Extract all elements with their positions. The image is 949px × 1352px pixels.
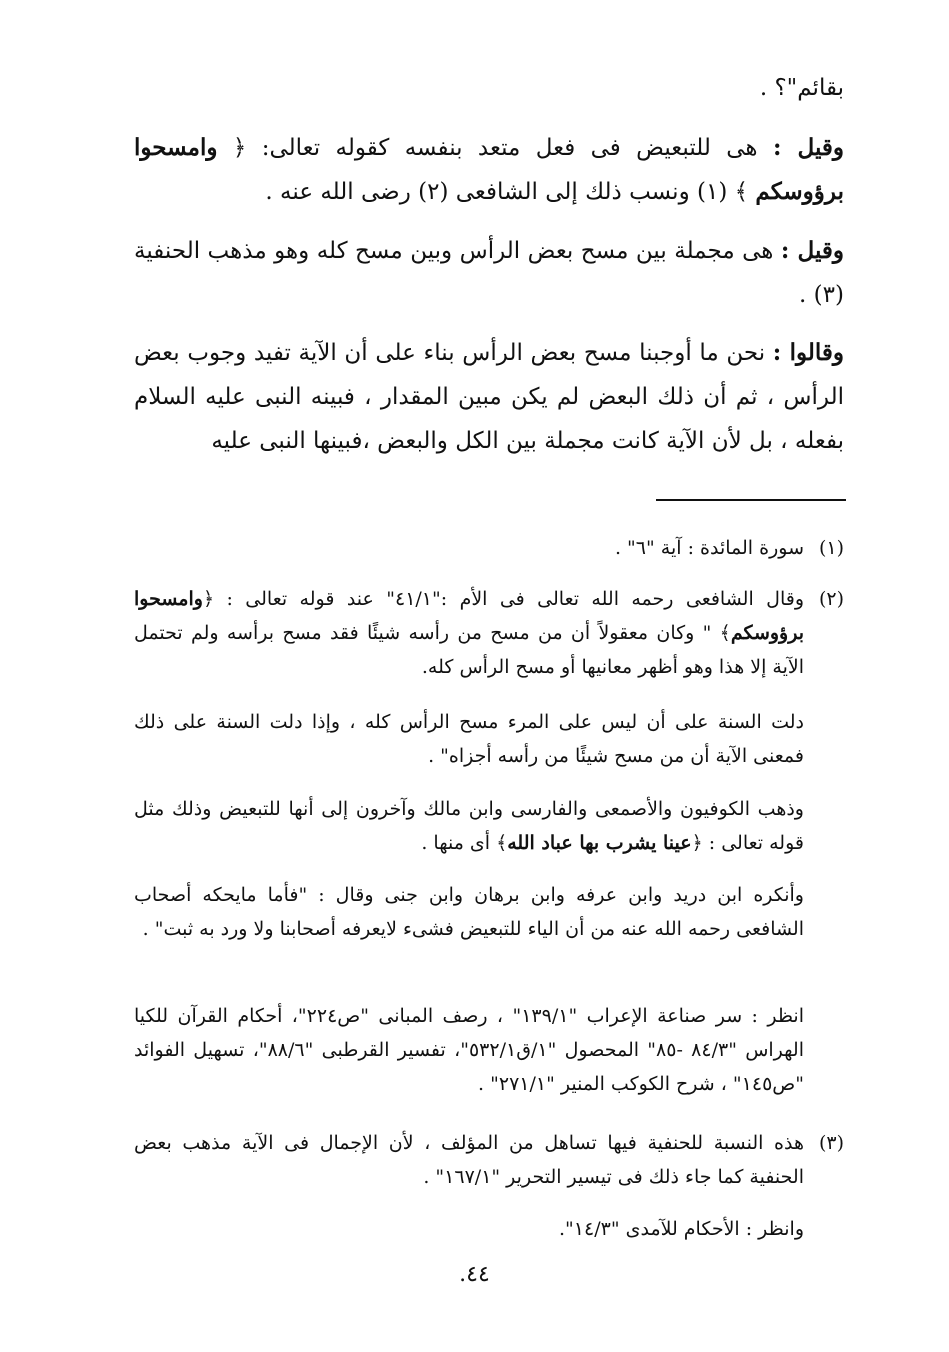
quran-quote: وامسحوا برؤوسكم — [134, 134, 844, 205]
footnote-text: هذه النسبة للحنفية فيها تساهل من المؤلف ، لأن الإجمال فى الآية مذهب بعض الحنفية كما جاء ذلك فى تيسير التحرير "١٦٧/١" . — [134, 1132, 804, 1188]
footnote-3 — [134, 1126, 844, 1194]
paragraph-text: نحن ما أوجبنا مسح بعض الرأس بناء على أن الآية تفيد وجوب بعض الرأس ، ثم أن ذلك البعض لم يكن مبين المقدار ، فبينه النبى عليه السلام بفعله ، بل لأن الآية كانت مجملة بين الكل والبعض ،فبينها النبى عليه — [134, 340, 844, 454]
footnote-2-paragraph-c — [134, 792, 844, 860]
footnote-number: (٣) — [818, 1132, 844, 1154]
footnote-2-paragraph-b — [134, 705, 844, 773]
paragraph-text: ﴾ (١) ونسب ذلك إلى الشافعى (٢) رضى الله عنه . — [265, 179, 756, 205]
footnote-text: ﴾ أى منها . — [421, 832, 508, 854]
footnote-paragraph — [134, 582, 804, 684]
paragraph-lead: وقيل : — [780, 237, 844, 264]
quran-quote: وامسحوا برؤوسكم — [134, 588, 804, 644]
footnote-text: ﴾ " وكان معقولاً أن من مسح من رأسه شيئًا فقد مسح برأسه ولم تحتمل الآية إلا هذا وهو أظهر معانيها أو مسح الرأس كله. — [134, 622, 804, 678]
paragraph-text: هى مجملة بين مسح بعض الرأس وبين مسح كله وهو مذهب الحنفية (٣) . — [134, 238, 844, 308]
footnote-text: وذهب الكوفيون والأصمعى والفارسى وابن مالك وآخرون إلى أنها للتبعيض وذلك مثل قوله تعالى : ﴿ — [134, 798, 804, 854]
footnote-1 — [134, 531, 844, 565]
footnote-text: سورة المائدة : آية "٦" . — [614, 537, 804, 559]
paragraph-qalu — [134, 331, 844, 463]
paragraph-lead: وقيل : — [772, 134, 844, 161]
paragraph-continuation — [134, 66, 844, 110]
footnote-divider — [656, 499, 846, 501]
footnote-number: (١) — [818, 537, 844, 559]
paragraph-tabid — [134, 126, 844, 214]
continuation-text: بقائم"؟ . — [759, 75, 844, 101]
footnote-2 — [134, 582, 844, 684]
paragraph-lead: وقالوا : — [772, 339, 845, 366]
paragraph-ijmal — [134, 229, 844, 317]
footnote-2-paragraph-d — [134, 878, 844, 946]
footnote-text: وقال الشافعى رحمه الله تعالى فى الأم :"٤١/١" عند قوله تعالى : ﴿ — [202, 588, 804, 610]
footnote-text: انظر : سر صناعة الإعراب "١٣٩/١" ، رصف المبانى "ص٢٢٤"، أحكام القرآن للكيا الهراس "٨٤/٣ -٨٥" المحصول "١/ق٥٣٢/١"، تفسير القرطبى "٨٨/٦"، تسهيل الفوائد "ص١٤٥" ، شرح الكوكب المنير "٢٧١/١" . — [134, 1005, 804, 1095]
paragraph-text: هى للتبعيض فى فعل متعد بنفسه كقوله تعالى: ﴿ — [217, 135, 773, 161]
footnote-2-paragraph-e — [134, 999, 844, 1101]
quran-quote: عينا يشرب بها عباد الله — [507, 832, 692, 854]
page-number: ٤٤. — [459, 1262, 490, 1287]
footnote-text: دلت السنة على أن ليس على المرء مسح الرأس كله ، وإذا دلت السنة على ذلك فمعنى الآية أن من مسح شيئًا من رأسه أجزاه" . — [134, 711, 804, 767]
footnote-text: وانظر : الأحكام للآمدى "١٤/٣". — [559, 1218, 804, 1240]
footnote-3-paragraph-b — [134, 1212, 844, 1246]
footnote-number: (٢) — [818, 588, 844, 610]
footnote-text: وأنكره ابن دريد وابن عرفه وابن برهان وابن جنى وقال : "فأما مايحكه أصحاب الشافعى رحمه الله عنه من أن الياء للتبعيض فشىء لايعرفه أصحابنا ولا ورد به ثبت" . — [134, 884, 804, 940]
